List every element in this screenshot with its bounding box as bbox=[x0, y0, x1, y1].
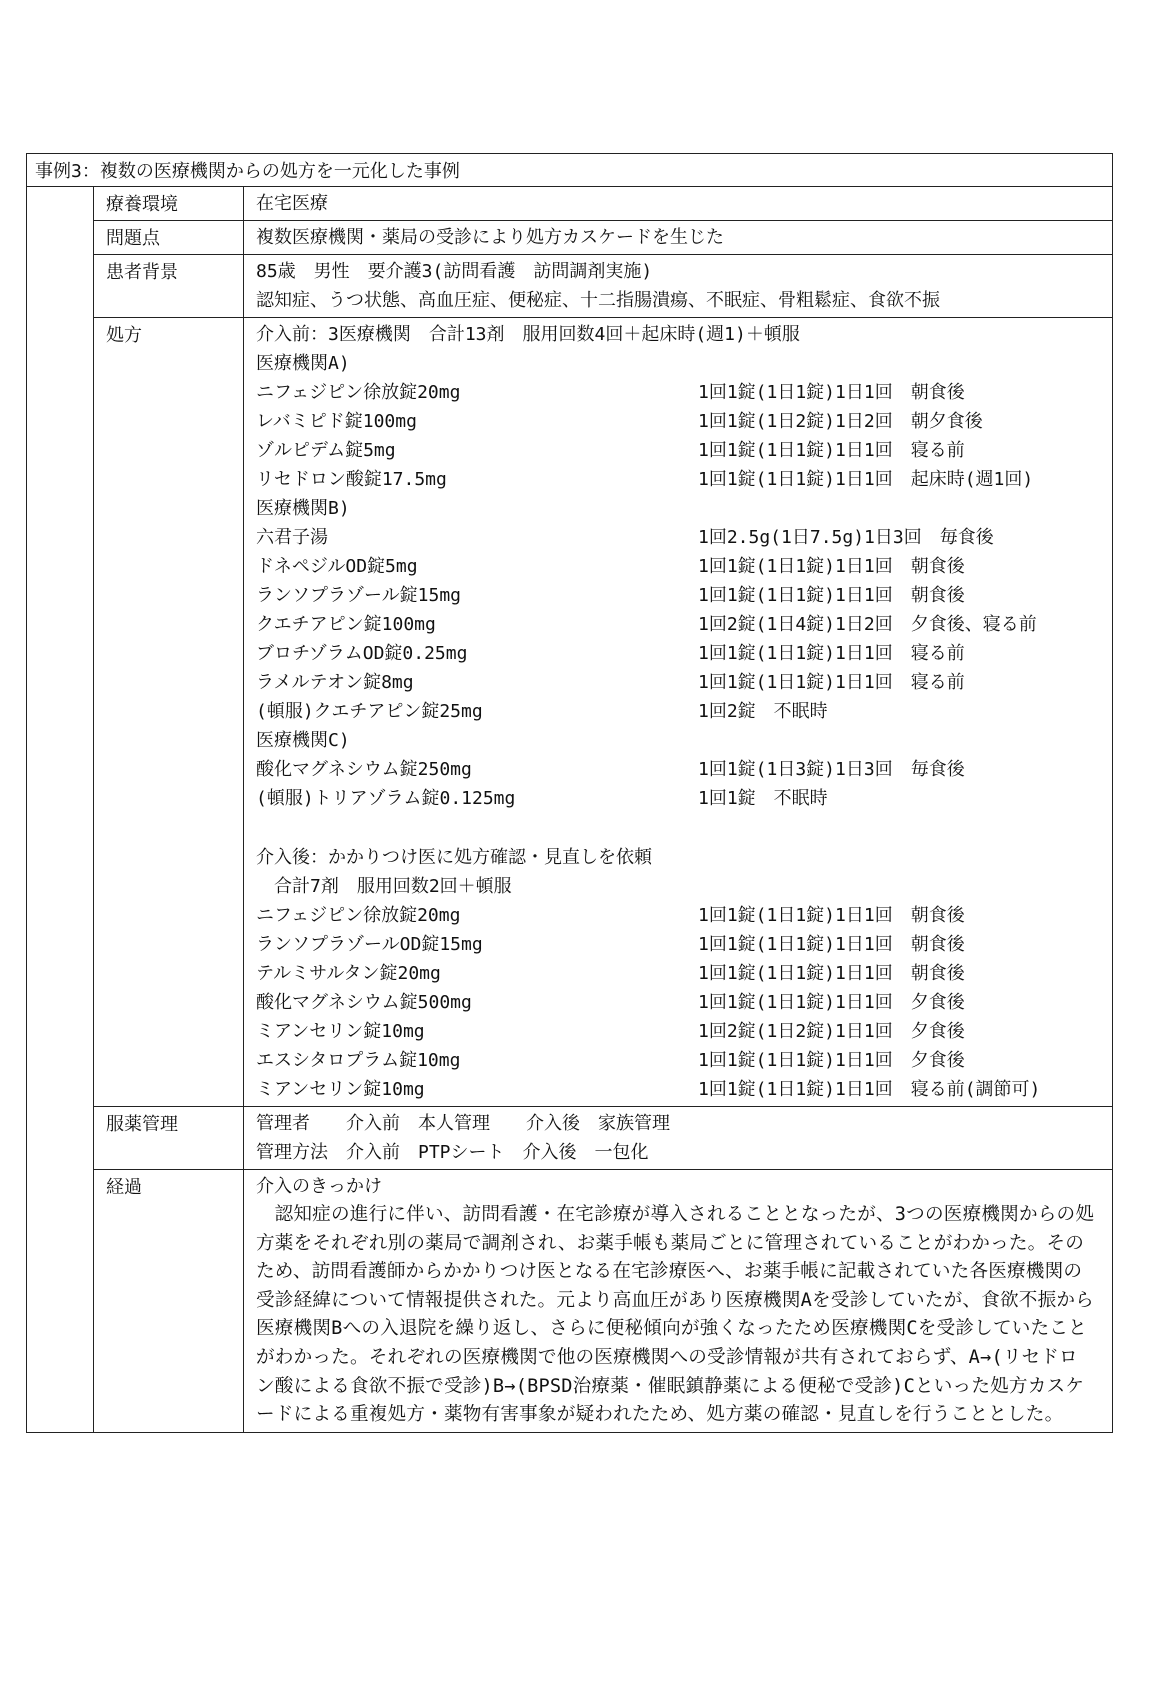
medication-name: リセドロン酸錠17.5mg bbox=[256, 469, 447, 490]
problem-label: 問題点 bbox=[94, 221, 244, 255]
medication-row bbox=[256, 988, 1100, 1017]
medication-row bbox=[256, 523, 1100, 552]
medication-name: エスシタロプラム錠10mg bbox=[256, 1050, 461, 1071]
institution-a-heading: 医療機関A) bbox=[256, 353, 350, 374]
medication-row bbox=[256, 959, 1100, 988]
medication-row bbox=[256, 407, 1100, 436]
medication-dosage: 1回1錠(1日1錠)1日1回 起床時(週1回) bbox=[698, 469, 1034, 490]
meds-c-list bbox=[256, 755, 1100, 813]
medication-dosage: 1回1錠(1日1錠)1日1回 寝る前(調節可) bbox=[698, 1079, 1041, 1100]
medication-dosage: 1回1錠(1日1錠)1日1回 夕食後 bbox=[698, 1050, 965, 1071]
medication-name: ニフェジピン徐放錠20mg bbox=[256, 382, 461, 403]
medication-name: ドネペジルOD錠5mg bbox=[256, 556, 418, 577]
problem-value: 複数医療機関・薬局の受診により処方カスケードを生じた bbox=[256, 227, 724, 248]
medication-row bbox=[256, 436, 1100, 465]
course-label: 経過 bbox=[94, 1170, 244, 1433]
medication-dosage: 1回2錠(1日4錠)1日2回 夕食後、寝る前 bbox=[698, 614, 1037, 635]
medication-row bbox=[256, 755, 1100, 784]
medication-dosage: 1回1錠(1日1錠)1日1回 夕食後 bbox=[698, 992, 965, 1013]
medication-row bbox=[256, 581, 1100, 610]
medication-dosage: 1回1錠(1日2錠)1日2回 朝夕食後 bbox=[698, 411, 983, 432]
course-heading: 介入のきっかけ bbox=[256, 1176, 382, 1197]
medication-name: テルミサルタン錠20mg bbox=[256, 963, 441, 984]
left-margin-cell bbox=[27, 187, 94, 1433]
medication-name: (頓服)トリアゾラム錠0.125mg bbox=[256, 788, 516, 809]
medication-dosage: 1回1錠(1日1錠)1日1回 寝る前 bbox=[698, 643, 965, 664]
medication-dosage: 1回2錠(1日2錠)1日1回 夕食後 bbox=[698, 1021, 965, 1042]
medication-dosage: 1回1錠(1日3錠)1日3回 毎食後 bbox=[698, 759, 965, 780]
medication-name: クエチアピン錠100mg bbox=[256, 614, 436, 635]
medication-dosage: 1回1錠(1日1錠)1日1回 寝る前 bbox=[698, 440, 965, 461]
medication-row bbox=[256, 901, 1100, 930]
medication-dosage: 1回2錠 不眠時 bbox=[698, 701, 828, 722]
medication-dosage: 1回1錠(1日1錠)1日1回 朝食後 bbox=[698, 905, 965, 926]
medication-row bbox=[256, 552, 1100, 581]
medication-row bbox=[256, 1017, 1100, 1046]
institution-c-heading: 医療機関C) bbox=[256, 730, 350, 751]
medication-name: ミアンセリン錠10mg bbox=[256, 1021, 425, 1042]
medication-name: ラメルテオン錠8mg bbox=[256, 672, 414, 693]
background-label: 患者背景 bbox=[94, 255, 244, 318]
medication-row bbox=[256, 1075, 1100, 1104]
medication-name: 酸化マグネシウム錠500mg bbox=[256, 992, 472, 1013]
medication-dosage: 1回1錠(1日1錠)1日1回 朝食後 bbox=[698, 382, 965, 403]
after-header: 介入後：かかりつけ医に処方確認・見直しを依頼 bbox=[256, 847, 652, 868]
meds-a-list bbox=[256, 378, 1100, 494]
medication-row bbox=[256, 639, 1100, 668]
medication-row bbox=[256, 465, 1100, 494]
before-header: 介入前：3医療機関 合計13剤 服用回数4回＋起床時(週1)＋頓服 bbox=[256, 324, 800, 345]
medication-name: 酸化マグネシウム錠250mg bbox=[256, 759, 472, 780]
medication-dosage: 1回1錠(1日1錠)1日1回 寝る前 bbox=[698, 672, 965, 693]
medication-name: ゾルピデム錠5mg bbox=[256, 440, 396, 461]
course-text: 認知症の進行に伴い、訪問看護・在宅診療が導入されることとなったが、3つの医療機関からの処方薬をそれぞれ別の薬局で調剤され、お薬手帳も薬局ごとに管理されていることがわかった。そのため、訪問看護師からかかりつけ医となる在宅診療医へ、お薬手帳に記載されていた各医療機関の受診経緯について情報提供された。元より高血圧があり医療機関Aを受診していたが、食欲不振から医療機関Bへの入退院を繰り返し、さらに便秘傾向が強くなったため医療機関Cを受診していたことがわかった。それぞれの医療機関で他の医療機関への受診情報が共有されておらず、A→(リセドロン酸による食欲不振で受診)B→(BPSD治療薬・催眠鎮静薬による便秘で受診)Cといった処方カスケードによる重複処方・薬物有害事象が疑われたため、処方薬の確認・見直しを行うこととした。 bbox=[256, 1204, 1095, 1426]
medication-row bbox=[256, 1046, 1100, 1075]
document-title: 事例3：複数の医療機関からの処方を一元化した事例 bbox=[27, 154, 1113, 187]
management-line-1: 管理者 介入前 本人管理 介入後 家族管理 bbox=[256, 1113, 670, 1134]
meds-after-list bbox=[256, 901, 1100, 1104]
meds-b-list bbox=[256, 523, 1100, 726]
medication-name: ブロチゾラムOD錠0.25mg bbox=[256, 643, 468, 664]
background-line-2: 認知症、うつ状態、高血圧症、便秘症、十二指腸潰瘍、不眠症、骨粗鬆症、食欲不振 bbox=[256, 290, 940, 311]
prescription-label: 処方 bbox=[94, 318, 244, 1107]
background-line-1: 85歳 男性 要介護3(訪問看護 訪問調剤実施) bbox=[256, 261, 653, 282]
setting-label: 療養環境 bbox=[94, 187, 244, 221]
prescription-content bbox=[244, 318, 1113, 1107]
medication-name: レバミピド錠100mg bbox=[256, 411, 417, 432]
management-label: 服薬管理 bbox=[94, 1107, 244, 1170]
medication-name: ニフェジピン徐放錠20mg bbox=[256, 905, 461, 926]
institution-b-heading: 医療機関B) bbox=[256, 498, 350, 519]
medication-dosage: 1回2.5g(1日7.5g)1日3回 毎食後 bbox=[698, 527, 994, 548]
medication-row bbox=[256, 610, 1100, 639]
medication-dosage: 1回1錠(1日1錠)1日1回 朝食後 bbox=[698, 585, 965, 606]
medication-name: ランソプラゾールOD錠15mg bbox=[256, 934, 483, 955]
medication-row bbox=[256, 784, 1100, 813]
medication-dosage: 1回1錠(1日1錠)1日1回 朝食後 bbox=[698, 934, 965, 955]
medication-name: (頓服)クエチアピン錠25mg bbox=[256, 701, 483, 722]
medication-row bbox=[256, 930, 1100, 959]
medication-name: 六君子湯 bbox=[256, 527, 328, 548]
medication-name: ランソプラゾール錠15mg bbox=[256, 585, 461, 606]
medication-row bbox=[256, 668, 1100, 697]
medication-dosage: 1回1錠(1日1錠)1日1回 朝食後 bbox=[698, 963, 965, 984]
medication-name: ミアンセリン錠10mg bbox=[256, 1079, 425, 1100]
medication-row bbox=[256, 378, 1100, 407]
case-table bbox=[26, 153, 1113, 1433]
medication-row bbox=[256, 697, 1100, 726]
setting-value: 在宅医療 bbox=[256, 193, 328, 214]
medication-dosage: 1回1錠 不眠時 bbox=[698, 788, 828, 809]
management-line-2: 管理方法 介入前 PTPシート 介入後 一包化 bbox=[256, 1142, 649, 1163]
case-document bbox=[26, 153, 1113, 1433]
medication-dosage: 1回1錠(1日1錠)1日1回 朝食後 bbox=[698, 556, 965, 577]
after-subheader: 合計7剤 服用回数2回＋頓服 bbox=[256, 876, 512, 897]
